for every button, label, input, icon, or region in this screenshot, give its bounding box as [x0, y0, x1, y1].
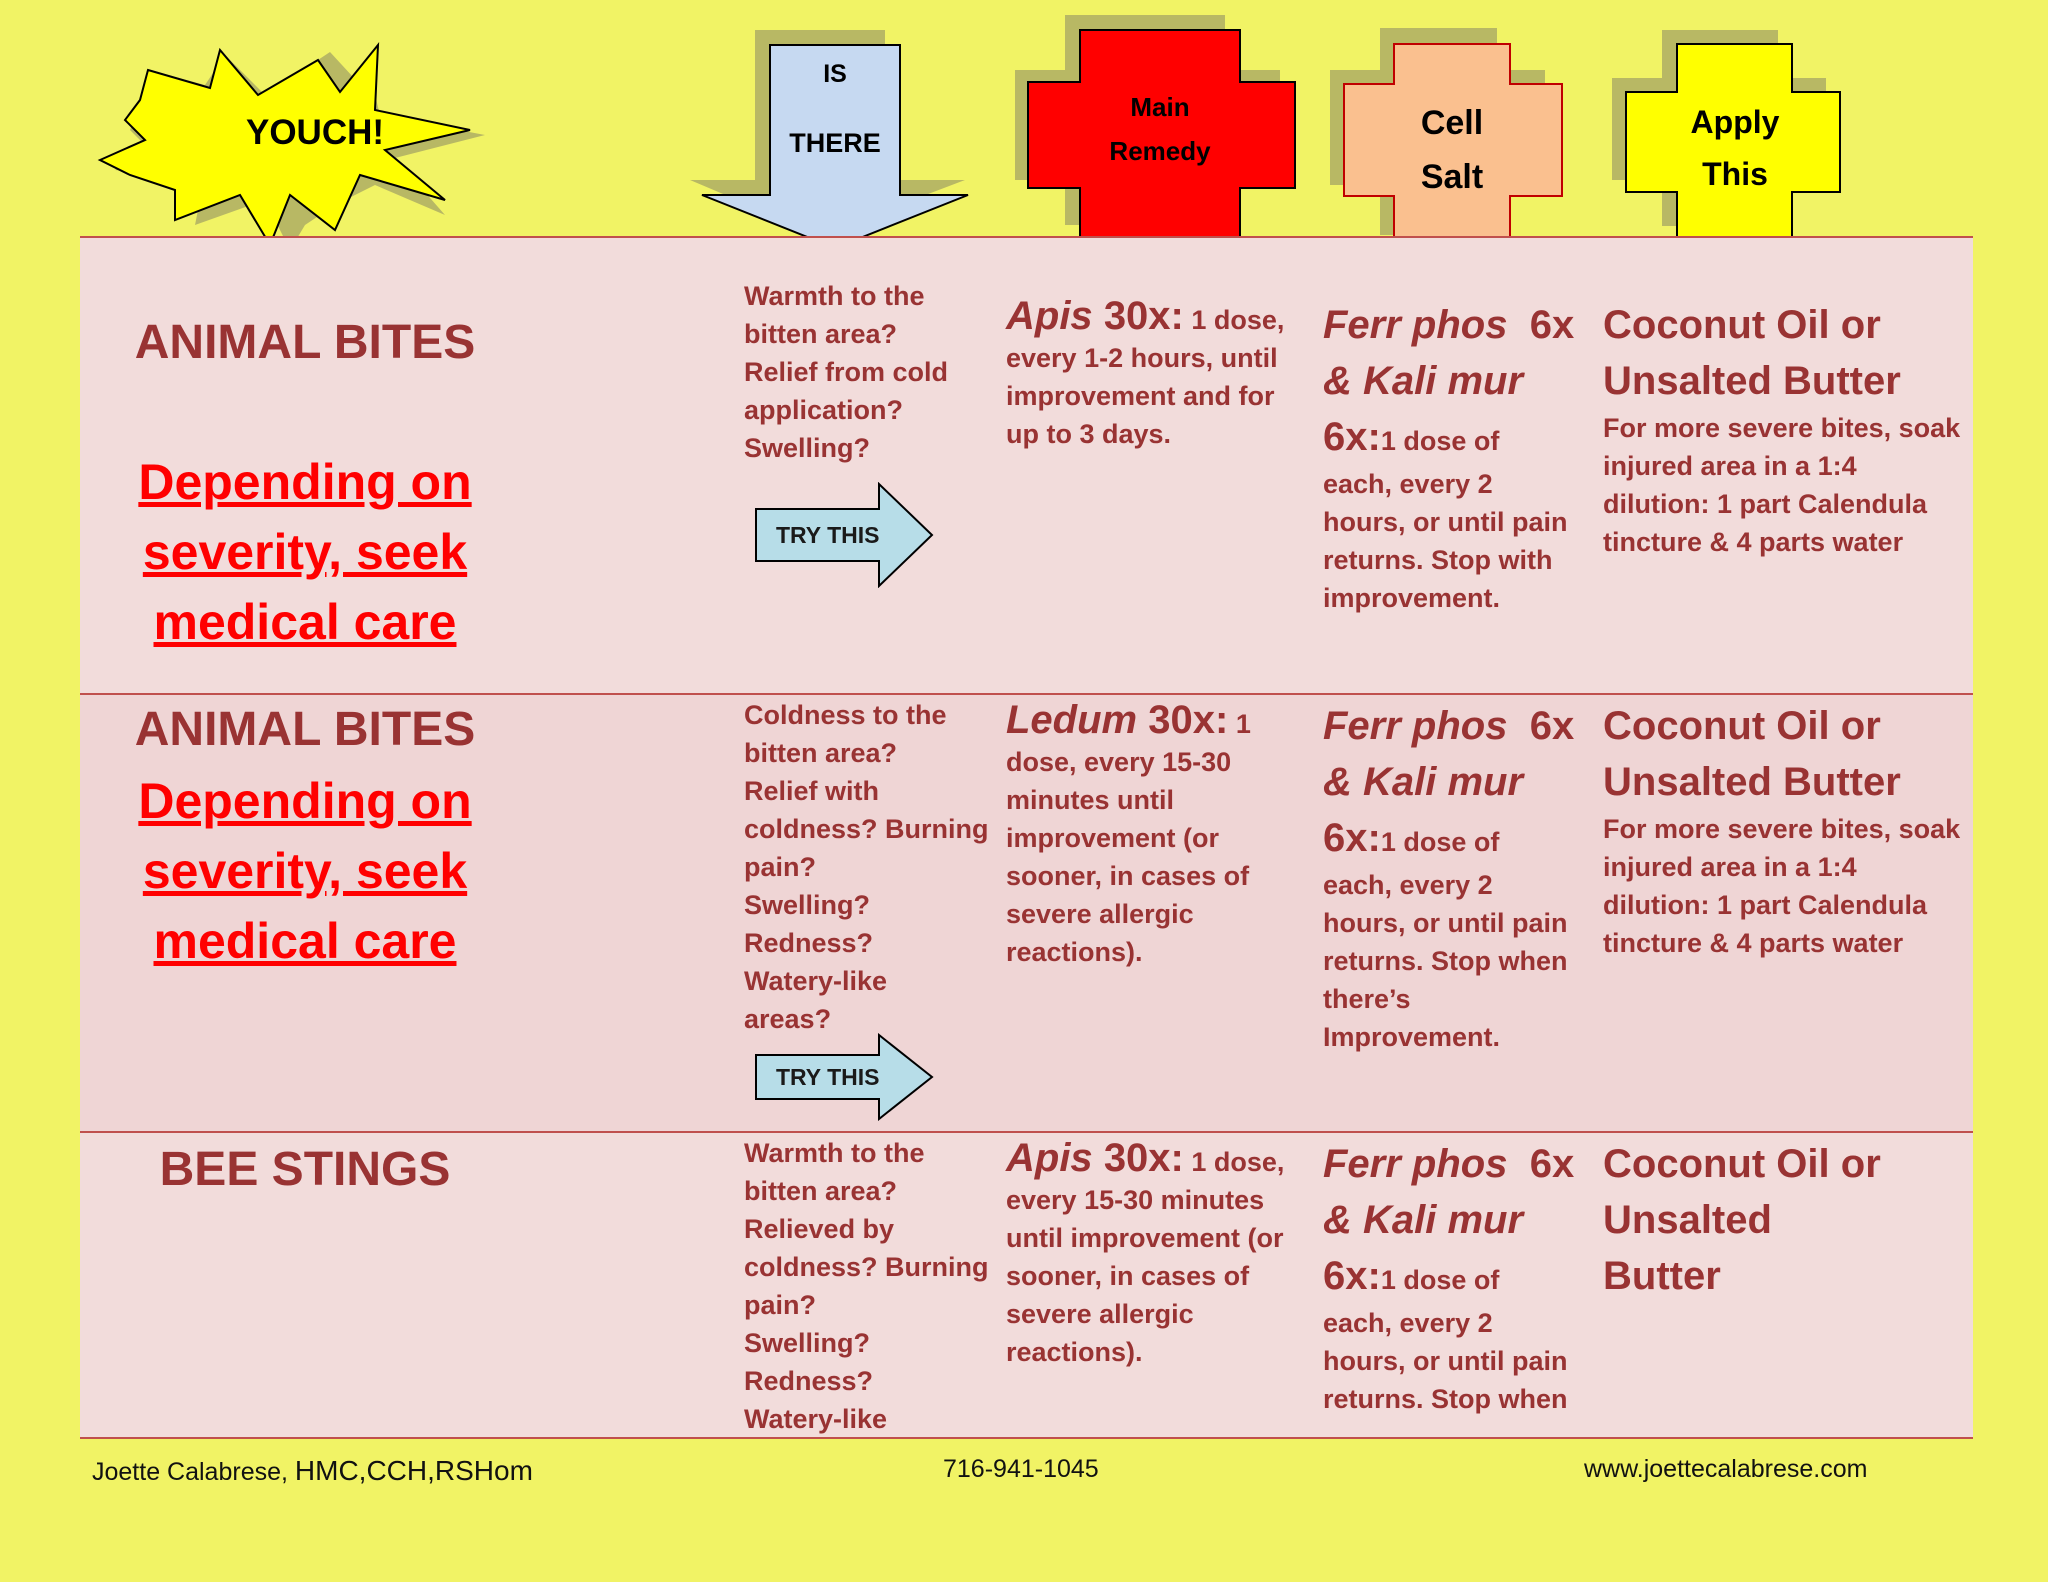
- main-remedy: Apis 30x: 1 dose, every 15-30 minutes until improvement (or sooner, in cases of severe allergic reactions).: [1006, 1136, 1285, 1367]
- symptoms: Warmth to the bitten area? Relieved by coldness? Burning pain? Swelling? Redness? Watery-like: [744, 1138, 989, 1434]
- warning-text: Depending on severity, seek medical care: [138, 773, 472, 969]
- symptoms: Coldness to the bitten area? Relief with coldness? Burning pain? Swelling? Redness? Watery-like areas?: [744, 700, 989, 1034]
- is-there-label-1: IS: [823, 60, 847, 88]
- main-remedy: Apis 30x: 1 dose, every 1-2 hours, until improvement and for up to 3 days.: [1006, 294, 1285, 449]
- apply-label-1: Apply: [1690, 104, 1780, 140]
- category-label: ANIMAL BITES: [134, 316, 476, 369]
- apply-topical: Coconut Oil or Unsalted Butter: [1603, 1142, 1881, 1298]
- footer-author: Joette Calabrese, HMC,CCH,RSHom: [92, 1455, 533, 1486]
- try-this-arrow: [754, 482, 934, 588]
- cell-salt: Ferr phos 6x & Kali mur 6x:1 dose of each, every 2 hours, or until pain returns. Stop when there’s Improvement.: [1323, 704, 1575, 1052]
- main-remedy: Ledum 30x: 1 dose, every 15-30 minutes until improvement (or sooner, in cases of severe allergic reactions).: [1006, 698, 1251, 967]
- warning-text: Depending on severity, seek medical care: [138, 454, 472, 650]
- category-label: BEE STINGS: [159, 1143, 451, 1196]
- try-this-label: TRY THIS: [776, 521, 880, 548]
- symptoms: Warmth to the bitten area? Relief from cold application? Swelling?: [744, 281, 949, 463]
- apply-topical: Coconut Oil or Unsalted Butter For more severe bites, soak injured area in a 1:4 dilution: 1 part Calendula tincture & 4 parts water: [1603, 303, 1961, 557]
- footer-phone: 716-941-1045: [943, 1455, 1099, 1483]
- main-remedy-label-1: Main: [1130, 92, 1190, 122]
- try-this-label: TRY THIS: [776, 1063, 880, 1090]
- apply-topical: Coconut Oil or Unsalted Butter For more severe bites, soak injured area in a 1:4 dilution: 1 part Calendula tincture & 4 parts water: [1603, 704, 1961, 958]
- try-this-arrow: [754, 1033, 934, 1121]
- main-remedy-label-2: Remedy: [1109, 136, 1211, 166]
- category-label: ANIMAL BITES: [134, 703, 476, 756]
- apply-label-2: This: [1702, 156, 1768, 192]
- divider: [80, 1131, 1973, 1133]
- youch-label: YOUCH!: [245, 113, 385, 152]
- cell-salt: Ferr phos 6x & Kali mur 6x:1 dose of each, every 2 hours, or until pain returns. Stop with improvement.: [1323, 303, 1575, 613]
- cell-salt-label-2: Salt: [1420, 158, 1484, 196]
- apply-cross: [1626, 44, 1840, 240]
- cell-salt: Ferr phos 6x & Kali mur 6x:1 dose of each, every 2 hours, or until pain returns. Stop when: [1323, 1142, 1575, 1414]
- footer-website: www.joettecalabrese.com: [1584, 1455, 1868, 1483]
- divider: [80, 236, 1973, 238]
- divider: [80, 1437, 1973, 1439]
- is-there-label-2: THERE: [789, 128, 881, 158]
- cell-salt-label-1: Cell: [1420, 104, 1484, 142]
- divider: [80, 693, 1973, 695]
